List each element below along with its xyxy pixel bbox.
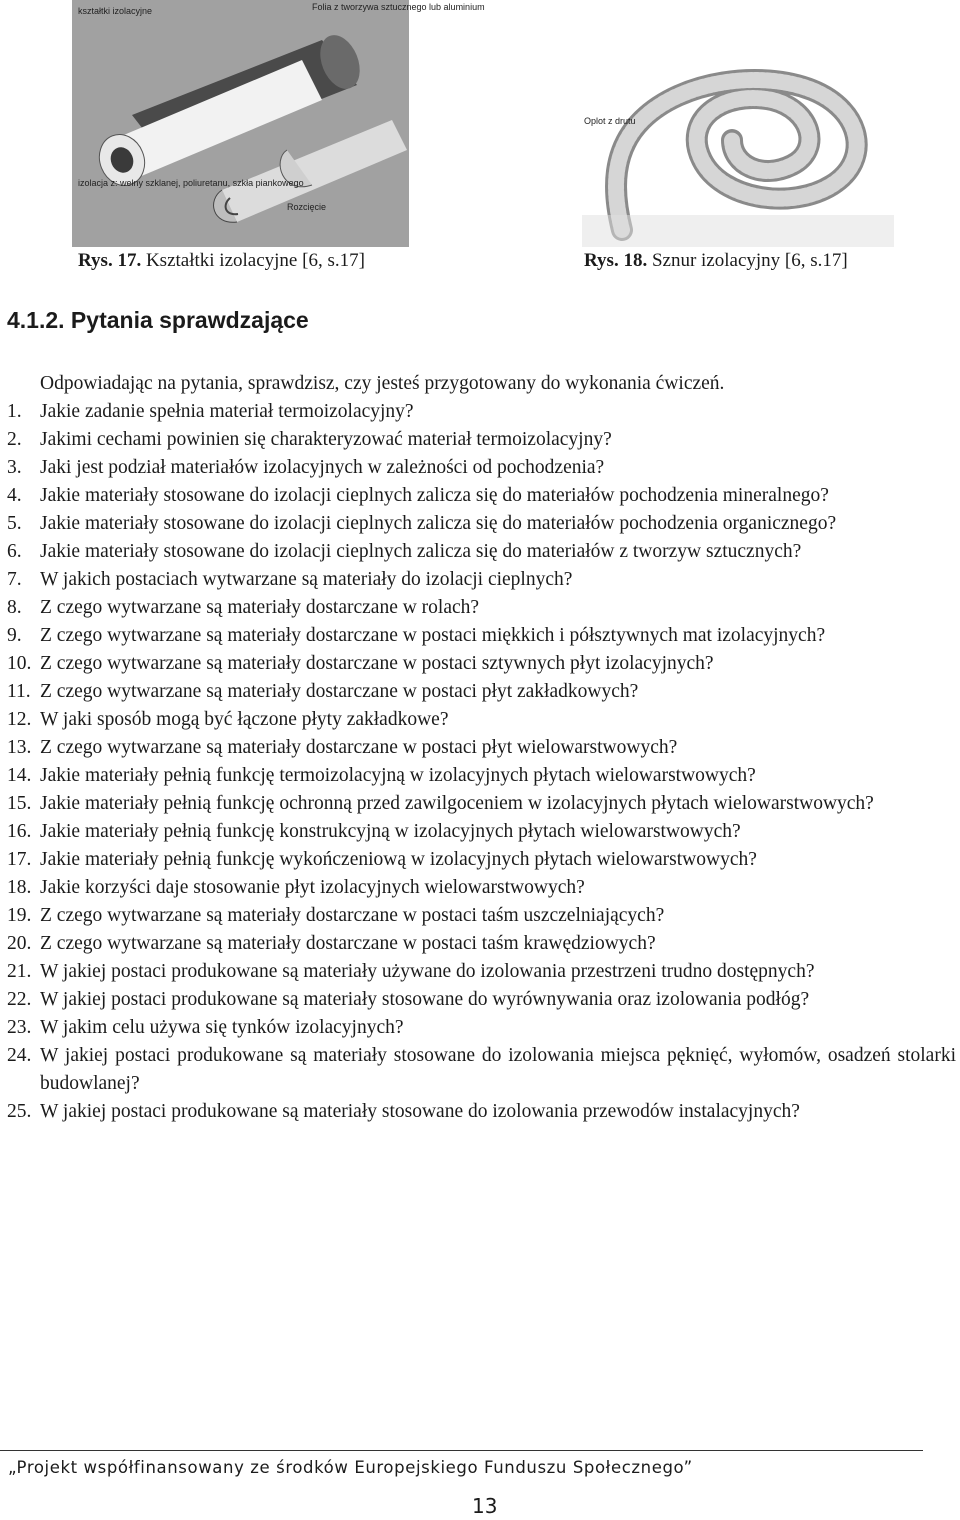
question-item [0,678,960,706]
question-text: W jakiej postaci produkowane są materiały stosowane do wyrównywania oraz izolowania podłóg? [40,989,810,1010]
insulation-shapes-image [72,0,485,247]
question-item [0,538,960,566]
question-item [0,510,960,538]
question-number: 14. [7,765,32,786]
figure18-caption-text: Sznur izolacyjny [6, s.17] [647,250,848,271]
question-text: Jakie materiały pełnią funkcję termoizolacyjną w izolacyjnych płytach wielowarstwowych? [40,765,756,786]
question-text: W jakiej postaci produkowane są materiały używane do izolowania przestrzeni trudno dostępnych? [40,961,815,982]
question-number: 7. [7,569,22,590]
insulation-cord-image [582,0,894,247]
question-text: Z czego wytwarzane są materiały dostarczane w postaci płyt zakładkowych? [40,681,639,702]
question-item [0,874,960,902]
question-item [0,622,960,650]
question-item [0,398,960,426]
question-number: 3. [7,457,22,478]
question-item [0,846,960,874]
footer-rule [0,1450,923,1451]
figure18-caption-prefix: Rys. 18. [584,250,648,271]
question-text: Z czego wytwarzane są materiały dostarczane w postaci taśm uszczelniających? [40,905,665,926]
question-text: Jakie materiały pełnią funkcję wykończeniową w izolacyjnych płytach wielowarstwowych? [40,849,757,870]
section-heading: 4.1.2. Pytania sprawdzające [7,307,309,333]
question-number: 16. [7,821,32,842]
question-text: Z czego wytwarzane są materiały dostarczane w postaci sztywnych płyt izolacyjnych? [40,653,714,674]
question-number: 22. [7,989,32,1010]
question-text: Z czego wytwarzane są materiały dostarczane w postaci taśm krawędziowych? [40,933,656,954]
question-number: 6. [7,541,22,562]
figure17-label-bottom-right: Rozcięcie [287,202,327,212]
question-item [0,930,960,958]
figure17-label-top-left: kształtki izolacyjne [78,6,153,16]
question-item [0,986,960,1014]
figure18-caption [584,250,848,272]
question-number: 17. [7,849,32,870]
question-text: W jakiej postaci produkowane są materiały stosowane do izolowania przewodów instalacyjnych? [40,1101,800,1122]
question-number: 21. [7,961,32,982]
question-item [0,1014,960,1042]
figure18-label: Oplot z drutu [584,116,636,126]
questions-list [0,398,960,1126]
question-number: 15. [7,793,32,814]
figure17-caption [78,250,365,272]
question-item [0,650,960,678]
figure17-label-bottom-left: izolacja z: wełny szklanej, poliuretanu, szkła piankowego [78,178,304,188]
figure17-caption-text: Kształtki izolacyjne [6, s.17] [141,250,365,271]
question-item [0,902,960,930]
question-number: 9. [7,625,22,646]
page-number: 13 [472,1494,498,1518]
question-number: 1. [7,401,22,422]
question-item [0,482,960,510]
question-text: W jakim celu używa się tynków izolacyjnych? [40,1017,404,1038]
question-number: 20. [7,933,32,954]
question-item [0,566,960,594]
question-number: 19. [7,905,32,926]
question-number: 4. [7,485,22,506]
question-number: 23. [7,1017,32,1038]
question-text: W jakich postaciach wytwarzane są materiały do izolacji cieplnych? [40,569,573,590]
question-number: 13. [7,737,32,758]
question-text: Jaki jest podział materiałów izolacyjnych w zależności od pochodzenia? [40,457,605,478]
question-number: 18. [7,877,32,898]
question-text: Jakie zadanie spełnia materiał termoizolacyjny? [40,401,414,422]
question-item [0,818,960,846]
figure17-label-top-right: Folia z tworzywa sztucznego lub aluminium [312,2,485,12]
question-item [0,594,960,622]
question-text: Jakimi cechami powinien się charakteryzować materiał termoizolacyjny? [40,429,612,450]
footer-text: „Projekt współfinansowany ze środków Europejskiego Funduszu Społecznego” [8,1458,693,1477]
question-item [0,958,960,986]
question-item [0,1042,960,1098]
question-text: Jakie materiały stosowane do izolacji cieplnych zalicza się do materiałów pochodzenia organicznego? [40,513,837,534]
question-item [0,1098,960,1126]
question-number: 2. [7,429,22,450]
question-text: Z czego wytwarzane są materiały dostarczane w postaci miękkich i półsztywnych mat izolacyjnych? [40,625,826,646]
question-item [0,762,960,790]
question-number: 24. [7,1045,32,1066]
question-number: 10. [7,653,32,674]
question-text: Jakie korzyści daje stosowanie płyt izolacyjnych wielowarstwowych? [40,877,585,898]
question-number: 12. [7,709,32,730]
question-number: 8. [7,597,22,618]
question-number: 5. [7,513,22,534]
question-text: Jakie materiały stosowane do izolacji cieplnych zalicza się do materiałów z tworzyw sztucznych? [40,541,802,562]
question-item [0,454,960,482]
question-item [0,790,960,818]
question-text: Jakie materiały pełnią funkcję ochronną przed zawilgoceniem w izolacyjnych płytach wielowarstwowych? [40,793,874,814]
figure17-caption-prefix: Rys. 17. [78,250,142,271]
question-text: W jakiej postaci produkowane są materiały stosowane do izolowania miejsca pęknięć, wyłomów, osadzeń stolarki budowlanej? [40,1045,956,1094]
question-text: W jaki sposób mogą być łączone płyty zakładkowe? [40,709,449,730]
question-text: Jakie materiały stosowane do izolacji cieplnych zalicza się do materiałów pochodzenia mineralnego? [40,485,829,506]
question-text: Z czego wytwarzane są materiały dostarczane w postaci płyt wielowarstwowych? [40,737,678,758]
question-item [0,426,960,454]
section-intro: Odpowiadając na pytania, sprawdzisz, czy jesteś przygotowany do wykonania ćwiczeń. [40,373,725,394]
question-item [0,706,960,734]
question-item [0,734,960,762]
question-number: 25. [7,1101,32,1122]
question-text: Z czego wytwarzane są materiały dostarczane w rolach? [40,597,480,618]
question-text: Jakie materiały pełnią funkcję konstrukcyjną w izolacyjnych płytach wielowarstwowych? [40,821,741,842]
question-number: 11. [7,681,31,702]
